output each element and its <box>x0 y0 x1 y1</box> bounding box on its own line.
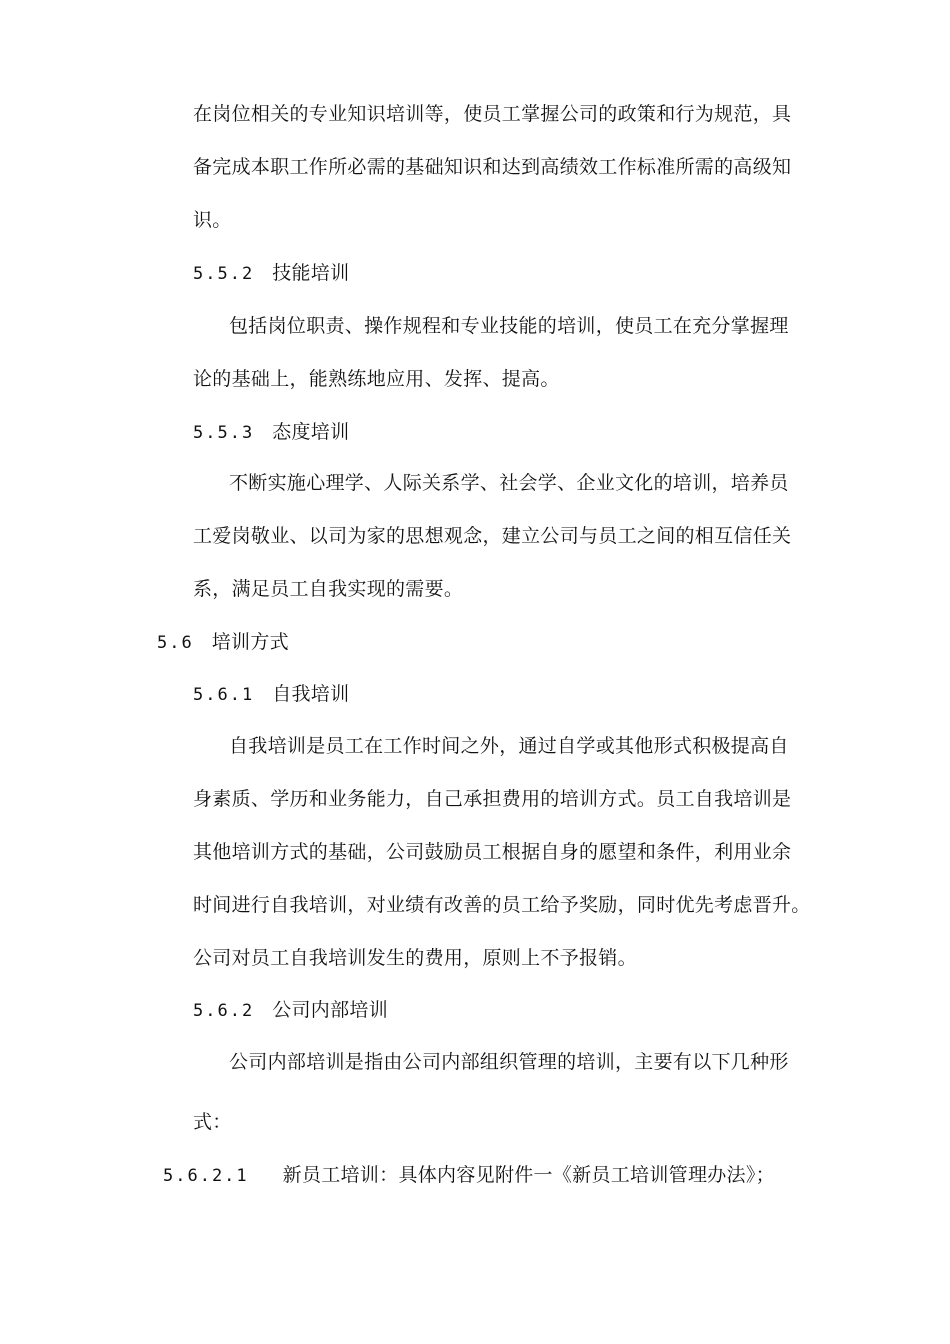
section-heading-5-5-2 <box>193 261 349 286</box>
body-text-line: 在岗位相关的专业知识培训等，使员工掌握公司的政策和行为规范，具 <box>193 103 792 125</box>
body-text-line: 论的基础上，能熟练地应用、发挥、提高。 <box>193 368 560 390</box>
section-title: 自我培训 <box>272 683 350 705</box>
section-heading-5-5-3 <box>193 420 349 445</box>
body-text-line: 备完成本职工作所必需的基础知识和达到高绩效工作标准所需的高级知 <box>193 156 792 178</box>
body-text-line: 其他培训方式的基础，公司鼓励员工根据自身的愿望和条件，利用业余 <box>193 841 792 863</box>
body-text-line: 公司对员工自我培训发生的费用，原则上不予报销。 <box>193 947 637 969</box>
body-text-line: 自我培训是员工在工作时间之外，通过自学或其他形式积极提高自 <box>229 735 789 757</box>
section-number: 5.5.2 <box>193 264 255 284</box>
section-heading-5-6-2 <box>193 998 388 1023</box>
body-text-line: 身素质、学历和业务能力，自己承担费用的培训方式。员工自我培训是 <box>193 788 792 810</box>
body-text-line: 包括岗位职责、操作规程和专业技能的培训，使员工在充分掌握理 <box>229 315 789 337</box>
body-text-line: 工爱岗敬业、以司为家的思想观念，建立公司与员工之间的相互信任关 <box>193 525 792 547</box>
section-number: 5.6.2 <box>193 1001 255 1021</box>
body-text-line: 识。 <box>193 209 232 231</box>
body-text-line: 式： <box>193 1111 232 1133</box>
item-number: 5.6.2.1 <box>163 1166 249 1186</box>
section-title: 技能培训 <box>272 262 350 284</box>
section-title: 培训方式 <box>211 631 289 653</box>
section-title: 态度培训 <box>272 421 350 443</box>
list-item-5-6-2-1 <box>163 1163 775 1188</box>
section-number: 5.6.1 <box>193 685 255 705</box>
body-text-line: 公司内部培训是指由公司内部组织管理的培训，主要有以下几种形 <box>229 1051 789 1073</box>
section-number: 5.6 <box>157 633 194 653</box>
body-text-line: 时间进行自我培训，对业绩有改善的员工给予奖励，同时优先考虑晋升。 <box>193 894 811 916</box>
item-text: 新员工培训：具体内容见附件一《新员工培训管理办法》； <box>282 1164 775 1186</box>
section-number: 5.5.3 <box>193 423 255 443</box>
body-text-line: 系，满足员工自我实现的需要。 <box>193 578 464 600</box>
section-heading-5-6 <box>157 630 289 655</box>
section-heading-5-6-1 <box>193 682 349 707</box>
section-title: 公司内部培训 <box>272 999 388 1021</box>
body-text-line: 不断实施心理学、人际关系学、社会学、企业文化的培训，培养员 <box>229 472 789 494</box>
